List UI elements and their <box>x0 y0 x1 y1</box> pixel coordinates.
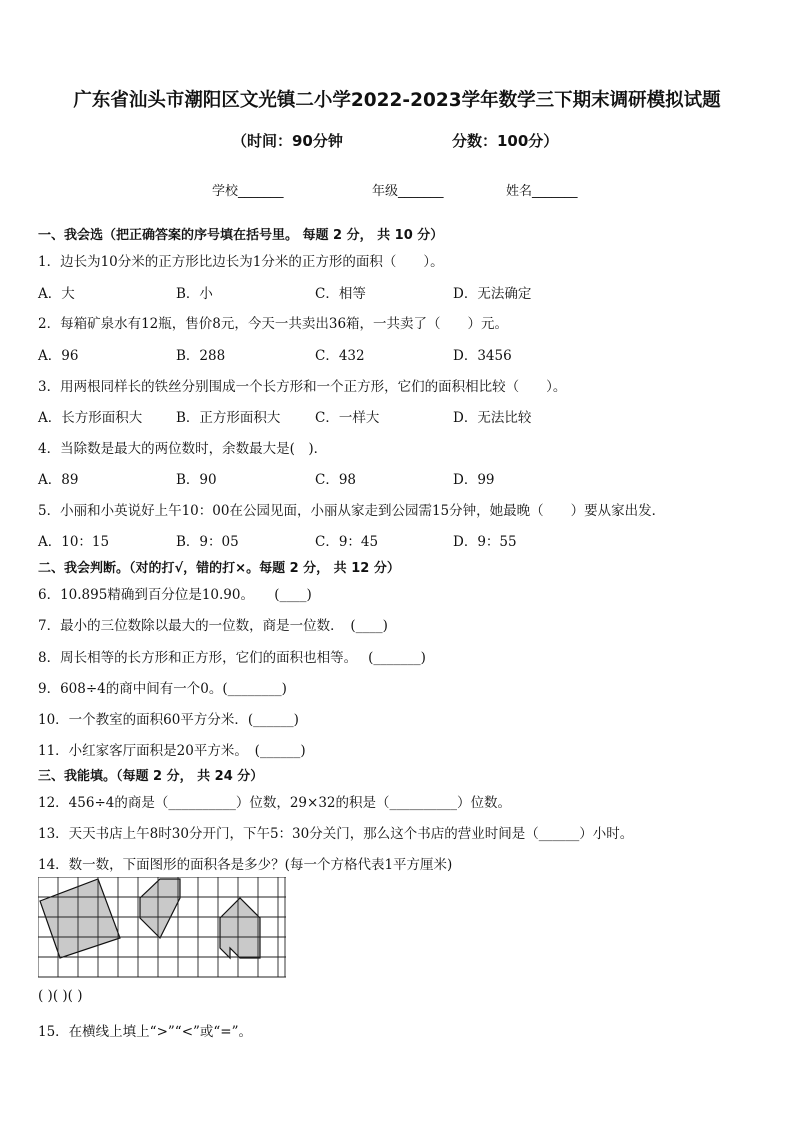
question-6: 6．10.895精确到百分位是10.90。 (____) <box>38 587 312 603</box>
q2-option-a: A．96 <box>38 348 79 364</box>
q5-option-c: C．9：45 <box>315 534 379 550</box>
q5-option-a: A．10：15 <box>38 534 110 550</box>
name-field: 姓名_______ <box>506 184 578 199</box>
question-7: 7．最小的三位数除以最大的一位数，商是一位数． (____) <box>38 618 388 634</box>
area-grid-figure <box>38 877 286 978</box>
q4-option-b: B．90 <box>176 472 217 488</box>
question-14: 14．数一数，下面图形的面积各是多少？(每一个方格代表1平方厘米) <box>38 857 453 873</box>
q2-option-c: C．432 <box>315 348 365 364</box>
question-10: 10．一个教室的面积60平方分米．(______) <box>38 712 299 728</box>
question-13: 13．天天书店上午8时30分开门，下午5：30分关门，那么这个书店的营业时间是（______）小时。 <box>38 826 634 842</box>
q3-option-b: B．正方形面积大 <box>176 410 281 426</box>
q1-option-a: A．大 <box>38 286 75 302</box>
q5-option-b: B．9：05 <box>176 534 239 550</box>
q5-option-d: D．9：55 <box>453 534 517 550</box>
school-field: 学校_______ <box>212 184 284 199</box>
section-heading-1: 一、我会选（把正确答案的序号填在括号里。 每题 2 分， 共 10 分） <box>38 228 444 243</box>
q3-option-a: A．长方形面积大 <box>38 410 143 426</box>
q4-option-d: D．99 <box>453 472 495 488</box>
exam-time: （时间：90分钟 <box>232 132 343 150</box>
q3-option-c: C．一样大 <box>315 410 380 426</box>
shape-octagon <box>140 879 180 938</box>
question-1: 1．边长为10分米的正方形比边长为1分米的正方形的面积（ ）。 <box>38 254 444 270</box>
question-12: 12．456÷4的商是（__________）位数，29×32的积是（__________）位数。 <box>38 795 512 811</box>
shape-arrow <box>220 898 260 958</box>
question-2: 2．每箱矿泉水有12瓶，售价8元，今天一共卖出36箱，一共卖了（ ）元。 <box>38 316 509 332</box>
q4-option-a: A．89 <box>38 472 79 488</box>
question-8: 8．周长相等的长方形和正方形，它们的面积也相等。 (_______) <box>38 650 426 666</box>
q1-option-d: D．无法确定 <box>453 286 532 302</box>
q4-option-c: C．98 <box>315 472 357 488</box>
q2-option-b: B．288 <box>176 348 226 364</box>
question-5: 5．小丽和小英说好上午10：00在公园见面，小丽从家走到公园需15分钟，她最晚（ ）要从家出发． <box>38 503 666 519</box>
q3-option-d: D．无法比较 <box>453 410 532 426</box>
question-14-answers: ( )( )( ) <box>38 988 83 1004</box>
question-4: 4．当除数是最大的两位数时，余数最大是( )． <box>38 441 328 457</box>
grade-field: 年级_______ <box>372 184 444 199</box>
page-title: 广东省汕头市潮阳区文光镇二小学2022-2023学年数学三下期末调研模拟试题 <box>73 90 721 111</box>
q1-option-b: B．小 <box>176 286 213 302</box>
q2-option-d: D．3456 <box>453 348 512 364</box>
q1-option-c: C．相等 <box>315 286 366 302</box>
question-11: 11．小红家客厅面积是20平方米。 (______) <box>38 743 306 759</box>
section-heading-3: 三、我能填。（每题 2 分， 共 24 分） <box>38 769 264 784</box>
shape-tilted-square <box>40 879 120 958</box>
question-9: 9．608÷4的商中间有一个0。(________) <box>38 681 287 697</box>
exam-score: 分数：100分） <box>452 132 559 150</box>
question-15: 15．在横线上填上“>”“<”或“=”。 <box>38 1024 253 1040</box>
question-3: 3．用两根同样长的铁丝分别围成一个长方形和一个正方形，它们的面积相比较（ ）。 <box>38 379 567 395</box>
section-heading-2: 二、我会判断。（对的打√，错的打×。每题 2 分， 共 12 分） <box>38 561 400 576</box>
